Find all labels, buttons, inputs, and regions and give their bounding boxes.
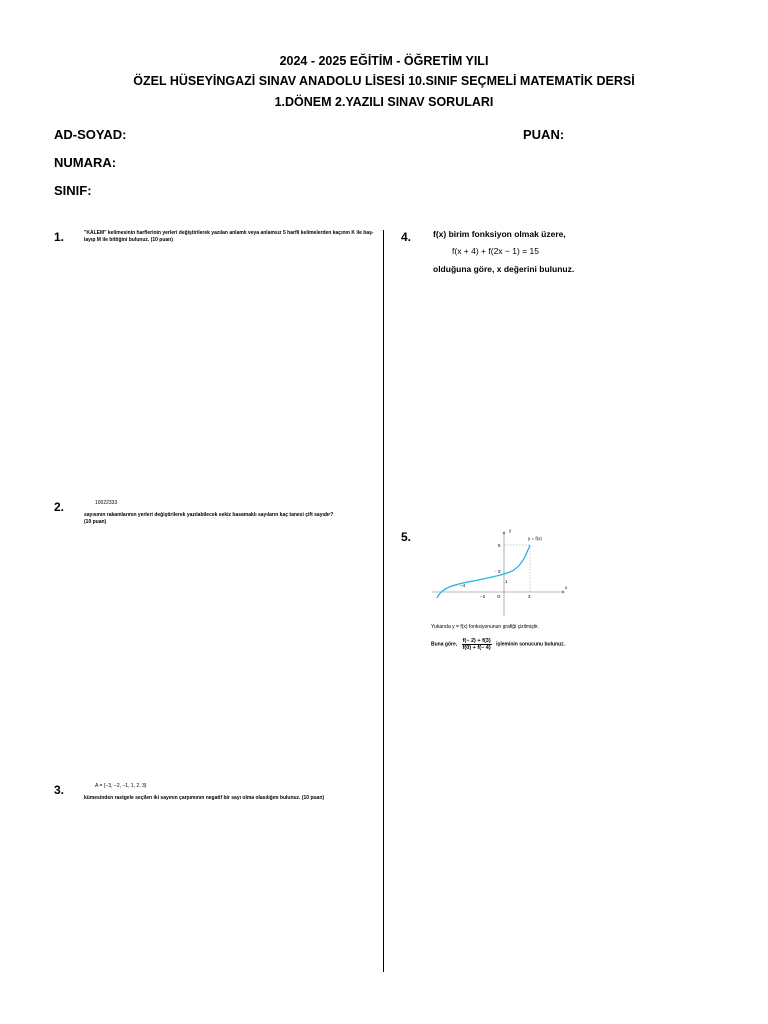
question-1-line-1: "KALEM" kelimesinin harflerinin yerleri değiştirilerek yazılan anlamlı veya anlamsız 5 harfli kelimelerden kaçının K ile baş- <box>84 230 374 236</box>
question-1-number: 1. <box>54 230 65 244</box>
tick-label-1: 1 <box>505 579 508 584</box>
fraction-numerator: f(− 2) + f(3) <box>462 638 491 645</box>
tick-label-2: 2 <box>498 569 501 574</box>
score-label: PUAN: <box>523 127 565 142</box>
question-3-text: kümesinden rastgele seçilen iki sayının çarpımının negatif bir sayı olma olasılığını bulunuz. (10 puan) <box>84 795 325 801</box>
question-5-caption: Yukarıda y = f(x) fonksiyonunun grafiği çizilmiştir. <box>431 624 539 630</box>
curve-label: y = f(x) <box>528 536 542 541</box>
fraction-denominator: f(0) + f(− 4) <box>462 645 491 652</box>
question-4-line-1: f(x) birim fonksiyon olmak üzere, <box>433 229 566 239</box>
name-label: AD-SOYAD: <box>54 127 127 142</box>
tick-label-3: 3 <box>528 594 531 599</box>
header-line-1: 2024 - 2025 EĞİTİM - ÖĞRETİM YILI <box>279 54 489 68</box>
question-3-number: 3. <box>54 783 65 797</box>
y-axis-arrow <box>503 531 506 534</box>
column-divider <box>383 230 384 972</box>
x-axis-label: x <box>565 585 568 590</box>
class-label: SINIF: <box>54 183 92 198</box>
number-label: NUMARA: <box>54 155 117 170</box>
tick-label-neg2: −2 <box>480 594 486 599</box>
tick-label-5: 5 <box>498 543 501 548</box>
origin-label: O <box>497 594 501 599</box>
question-2-number: 2. <box>54 500 65 514</box>
function-curve <box>437 545 530 598</box>
question-4-line-2: olduğuna göre, x değerini bulunuz. <box>433 264 575 274</box>
question-2-number-value: 10022333 <box>95 500 118 506</box>
question-3-set: A = {−3, −2, −1, 1, 2, 3} <box>95 783 147 789</box>
question-5-prompt <box>431 636 565 654</box>
question-4-number: 4. <box>401 230 412 244</box>
question-5-prompt-suffix: işleminin sonucunu bulunuz. <box>496 641 566 648</box>
header-line-3: 1.DÖNEM 2.YAZILI SINAV SORULARI <box>274 95 494 109</box>
x-axis-arrow <box>562 591 565 594</box>
header-line-2: ÖZEL HÜSEYİNGAZİ SINAV ANADOLU LİSESİ 10.SINIF SEÇMELİ MATEMATİK DERSİ <box>133 74 635 88</box>
question-2-text <box>84 512 374 525</box>
y-axis-label: y <box>509 528 512 533</box>
question-1-text <box>84 230 374 243</box>
tick-label-neg4: −4 <box>460 583 466 588</box>
function-graph <box>428 526 588 622</box>
question-5-prompt-prefix: Buna göre, <box>431 641 458 648</box>
question-5-fraction <box>462 638 492 651</box>
question-4-equation: f(x + 4) + f(2x − 1) = 15 <box>452 246 539 256</box>
question-2-line-2: (10 puan) <box>84 518 107 525</box>
question-2-line-1: sayısının rakamlarının yerleri değiştirilerek yazılabilecek sekiz basamaklı sayıların kaç tanesi çift sayıdır? <box>84 512 334 518</box>
question-1-line-2: layıp M ile bittiğini bulunuz. (10 puan) <box>84 236 173 243</box>
question-5-number: 5. <box>401 530 412 544</box>
